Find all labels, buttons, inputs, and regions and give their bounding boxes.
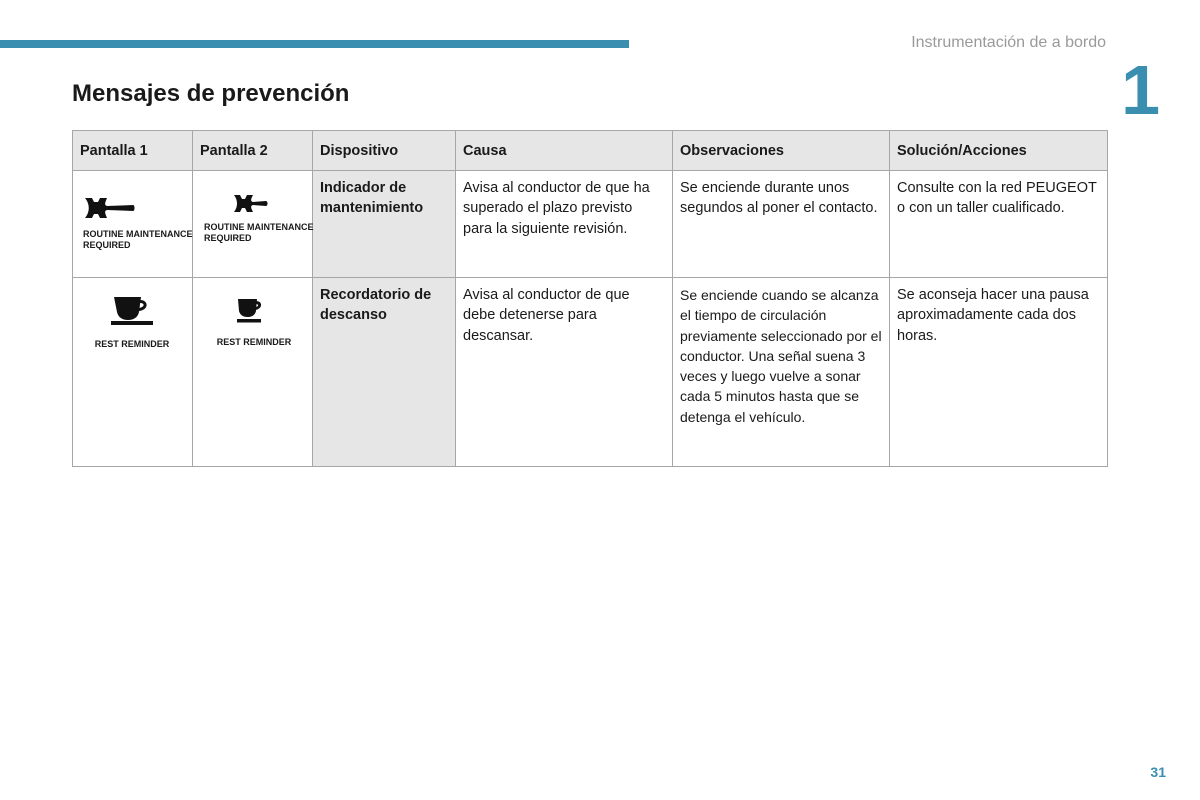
icon-caption-line: REST REMINDER [216, 337, 292, 348]
header-accent-bar [0, 40, 629, 48]
display1-cell [73, 278, 193, 467]
warning-messages-table [72, 130, 1108, 467]
display2-cell [193, 278, 313, 467]
coffee-cup-icon [214, 298, 294, 324]
icon-caption-line: REQUIRED [204, 233, 252, 244]
observations-cell: Se enciende durante unos segundos al poner el contacto. [673, 171, 890, 278]
column-header: Pantalla 1 [73, 131, 193, 171]
wrench-icon [83, 195, 135, 221]
icon-caption-line: REQUIRED [83, 240, 131, 251]
section-header: Instrumentación de a bordo [911, 34, 1106, 51]
wrench-icon [234, 193, 286, 215]
table-header-row [73, 131, 1108, 171]
column-header: Dispositivo [313, 131, 456, 171]
column-header: Causa [456, 131, 673, 171]
device-cell: Recordatorio de descanso [313, 278, 456, 467]
column-header: Pantalla 2 [193, 131, 313, 171]
page-title: Mensajes de prevención [72, 80, 350, 107]
column-header: Observaciones [673, 131, 890, 171]
table-row [73, 171, 1108, 278]
column-header: Solución/Acciones [890, 131, 1108, 171]
solution-cell: Se aconseja hacer una pausa aproximadamente cada dos horas. [890, 278, 1108, 467]
table-row [73, 278, 1108, 467]
chapter-number: 1 [1121, 51, 1160, 129]
page-number: 31 [1150, 764, 1166, 780]
cause-cell: Avisa al conductor de que ha superado el plazo previsto para la siguiente revisión. [456, 171, 673, 278]
icon-caption-line: REST REMINDER [94, 339, 170, 350]
display1-cell [73, 171, 193, 278]
display2-cell [193, 171, 313, 278]
device-cell: Indicador de mantenimiento [313, 171, 456, 278]
icon-caption-line: ROUTINE MAINTENANCE [204, 222, 314, 233]
coffee-cup-icon [92, 296, 172, 326]
observations-cell: Se enciende cuando se alcanza el tiempo de circulación previamente seleccionado por el conductor. Una señal suena 3 veces y luego vuelve a sonar cada 5 minutos hasta que se detenga el vehículo. [673, 278, 890, 467]
cause-cell: Avisa al conductor de que debe detenerse para descansar. [456, 278, 673, 467]
solution-cell: Consulte con la red PEUGEOT o con un taller cualificado. [890, 171, 1108, 278]
icon-caption-line: ROUTINE MAINTENANCE [83, 229, 193, 240]
